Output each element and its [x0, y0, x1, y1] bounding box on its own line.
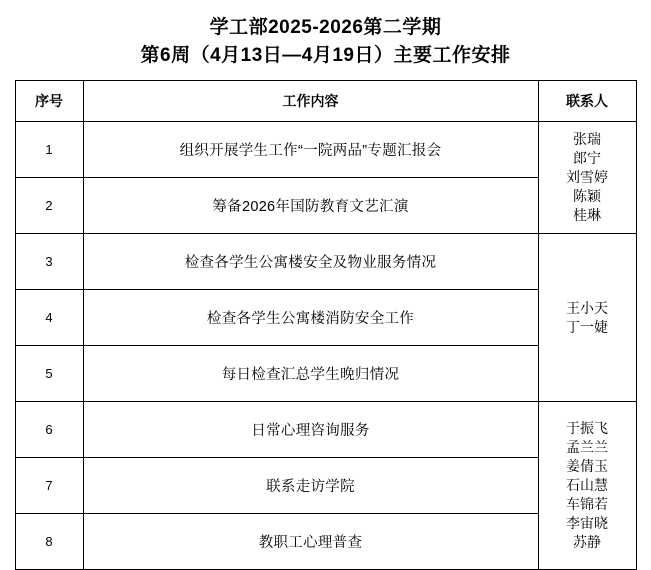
contact-name: 苏静 — [573, 534, 601, 550]
contact-name: 桂琳 — [573, 207, 601, 223]
table-body — [15, 122, 636, 570]
row-content: 教职工心理普查 — [83, 514, 538, 570]
row-content: 日常心理咨询服务 — [83, 402, 538, 458]
row-number: 8 — [15, 514, 83, 570]
contact-name: 姜倩玉 — [566, 458, 608, 474]
row-number: 7 — [15, 458, 83, 514]
row-content: 每日检查汇总学生晚归情况 — [83, 346, 538, 402]
contact-name: 于振飞 — [566, 420, 608, 436]
row-number: 2 — [15, 178, 83, 234]
column-header-content: 工作内容 — [83, 81, 538, 122]
contact-name: 石山慧 — [566, 477, 608, 493]
contact-name: 丁一婕 — [566, 318, 608, 335]
contact-name: 陈颖 — [573, 188, 601, 204]
column-header-contact: 联系人 — [538, 81, 636, 122]
table-row — [15, 402, 636, 458]
row-number: 5 — [15, 346, 83, 402]
contact-name: 王小天 — [566, 299, 608, 316]
contact-group-2 — [538, 234, 636, 402]
row-number: 3 — [15, 234, 83, 290]
table-row — [15, 122, 636, 178]
table-header — [15, 81, 636, 122]
row-content: 检查各学生公寓楼消防安全工作 — [83, 290, 538, 346]
contact-name: 孟兰兰 — [566, 439, 608, 455]
contact-name: 李宙晓 — [566, 515, 608, 531]
work-schedule-table — [15, 80, 637, 570]
table-row — [15, 234, 636, 290]
contact-name: 张瑞 — [573, 131, 601, 147]
title-line-1: 学工部2025-2026第二学期 — [209, 17, 442, 38]
contact-name: 郎宁 — [573, 150, 601, 166]
row-number: 6 — [15, 402, 83, 458]
row-number: 4 — [15, 290, 83, 346]
document-title — [0, 0, 651, 80]
table-header-row — [15, 81, 636, 122]
contact-name: 车锦若 — [566, 496, 608, 512]
row-content: 筹备2026年国防教育文艺汇演 — [83, 178, 538, 234]
row-number: 1 — [15, 122, 83, 178]
contact-group-1 — [538, 122, 636, 234]
column-header-no: 序号 — [15, 81, 83, 122]
row-content: 组织开展学生工作“一院两品”专题汇报会 — [83, 122, 538, 178]
contact-group-3 — [538, 402, 636, 570]
title-line-2: 第6周（4月13日—4月19日）主要工作安排 — [140, 45, 511, 66]
contact-name: 刘雪婷 — [566, 169, 608, 185]
row-content: 检查各学生公寓楼安全及物业服务情况 — [83, 234, 538, 290]
row-content: 联系走访学院 — [83, 458, 538, 514]
